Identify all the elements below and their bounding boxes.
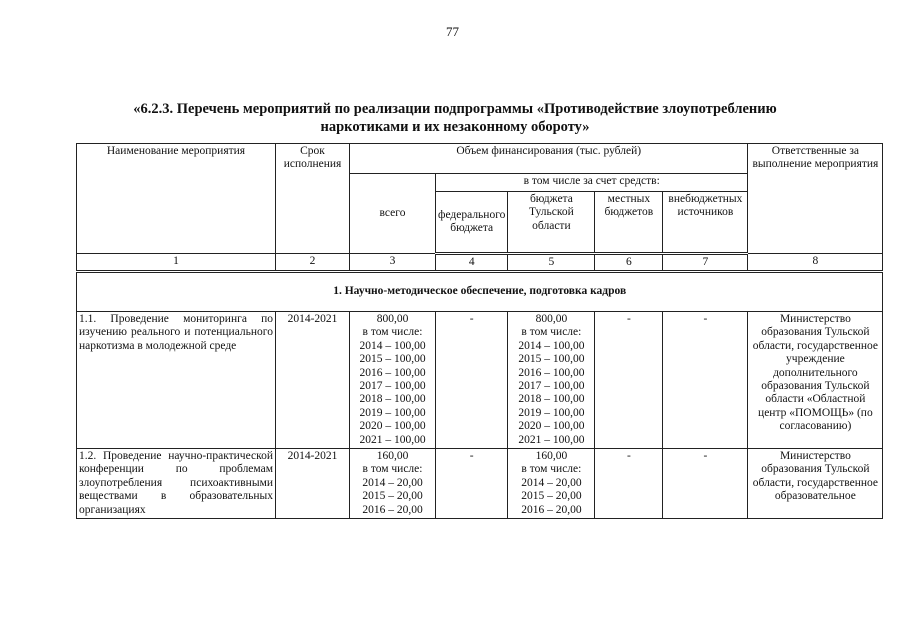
column-number: 2 — [276, 254, 350, 272]
total-line: 2015 – 20,00 — [362, 490, 423, 503]
activities-table — [76, 143, 883, 519]
total-line: 2017 – 100,00 — [359, 380, 426, 393]
column-number: 4 — [436, 254, 508, 272]
activity-extra: - — [663, 449, 748, 519]
regional-line: 2014 – 20,00 — [521, 476, 582, 489]
document-title — [80, 100, 830, 136]
regional-line: 2014 – 100,00 — [518, 339, 585, 352]
total-line: 2021 – 100,00 — [359, 433, 426, 446]
header-extra: внебюджетных источников — [663, 192, 748, 254]
regional-line: 2017 – 100,00 — [518, 380, 585, 393]
activity-period: 2014-2021 — [276, 312, 350, 449]
column-number: 8 — [748, 254, 883, 272]
header-total: всего — [350, 174, 436, 254]
activity-federal: - — [436, 312, 508, 449]
table-row — [77, 312, 883, 449]
regional-line: в том числе: — [521, 326, 582, 339]
activity-period: 2014-2021 — [276, 449, 350, 519]
column-number: 5 — [508, 254, 595, 272]
regional-line: 800,00 — [535, 313, 568, 325]
activity-local: - — [595, 312, 663, 449]
regional-line: 2016 – 100,00 — [518, 366, 585, 379]
title-line-1: «6.2.3. Перечень мероприятий по реализации подпрограммы «Противодействие злоупотреблению — [133, 101, 777, 117]
header-federal: федерального бюджета — [436, 192, 508, 254]
activity-responsible: Министерство образования Тульской области, государственное учреждение дополнительного образования Тульской области «Областной центр «ПОМОЩЬ» (по согласованию) — [748, 312, 883, 449]
section-title: 1. Научно-методическое обеспечение, подготовка кадров — [77, 272, 883, 312]
total-line: 2018 – 100,00 — [359, 393, 426, 406]
header-period: Срок исполнения — [276, 144, 350, 254]
activity-federal: - — [436, 449, 508, 519]
regional-line: в том числе: — [521, 463, 582, 476]
title-line-2: наркотиками и их незаконному обороту» — [320, 119, 590, 135]
activity-extra: - — [663, 312, 748, 449]
activity-regional — [508, 312, 595, 449]
regional-line: 2019 – 100,00 — [518, 406, 585, 419]
regional-line: 2015 – 20,00 — [521, 490, 582, 503]
activity-total — [350, 449, 436, 519]
section-row — [77, 272, 883, 312]
column-number: 1 — [77, 254, 276, 272]
header-local: местных бюджетов — [595, 192, 663, 254]
total-line: 800,00 — [376, 313, 409, 325]
column-number: 7 — [663, 254, 748, 272]
regional-line: 2018 – 100,00 — [518, 393, 585, 406]
activity-regional — [508, 449, 595, 519]
total-line: 2016 – 20,00 — [362, 503, 423, 516]
header-regional: бюджета Тульской области — [508, 192, 595, 254]
header-including: в том числе за счет средств: — [436, 174, 748, 192]
activity-local: - — [595, 449, 663, 519]
header-responsible: Ответственные за выполнение мероприятия — [748, 144, 883, 254]
regional-line: 160,00 — [535, 450, 568, 463]
regional-line: 2021 – 100,00 — [518, 433, 585, 446]
header-name: Наименование мероприятия — [77, 144, 276, 254]
activity-total — [350, 312, 436, 449]
page-number: 77 — [446, 24, 459, 39]
table-row — [77, 449, 883, 519]
total-line: в том числе: — [362, 463, 423, 476]
total-line: в том числе: — [362, 326, 423, 339]
activity-name: 1.1. Проведение мониторинга по изучению реального и потенциального наркотизма в молодежной среде — [77, 312, 276, 449]
regional-line: 2020 – 100,00 — [518, 420, 585, 433]
activity-name: 1.2. Проведение научно-практической конференции по проблемам злоупотребления психоактивными веществами в образовательных организациях — [77, 449, 276, 519]
total-line: 2014 – 100,00 — [359, 339, 426, 352]
column-numbers-row — [77, 254, 883, 272]
total-line: 2016 – 100,00 — [359, 366, 426, 379]
total-line: 2015 – 100,00 — [359, 353, 426, 366]
column-number: 3 — [350, 254, 436, 272]
regional-line: 2015 – 100,00 — [518, 353, 585, 366]
activity-responsible: Министерство образования Тульской области, государственное образовательное — [748, 449, 883, 519]
total-line: 2020 – 100,00 — [359, 420, 426, 433]
column-number: 6 — [595, 254, 663, 272]
header-funding: Объем финансирования (тыс. рублей) — [350, 144, 748, 174]
total-line: 2019 – 100,00 — [359, 406, 426, 419]
regional-line: 2016 – 20,00 — [521, 503, 582, 516]
total-line: 2014 – 20,00 — [362, 476, 423, 489]
total-line: 160,00 — [376, 450, 409, 463]
